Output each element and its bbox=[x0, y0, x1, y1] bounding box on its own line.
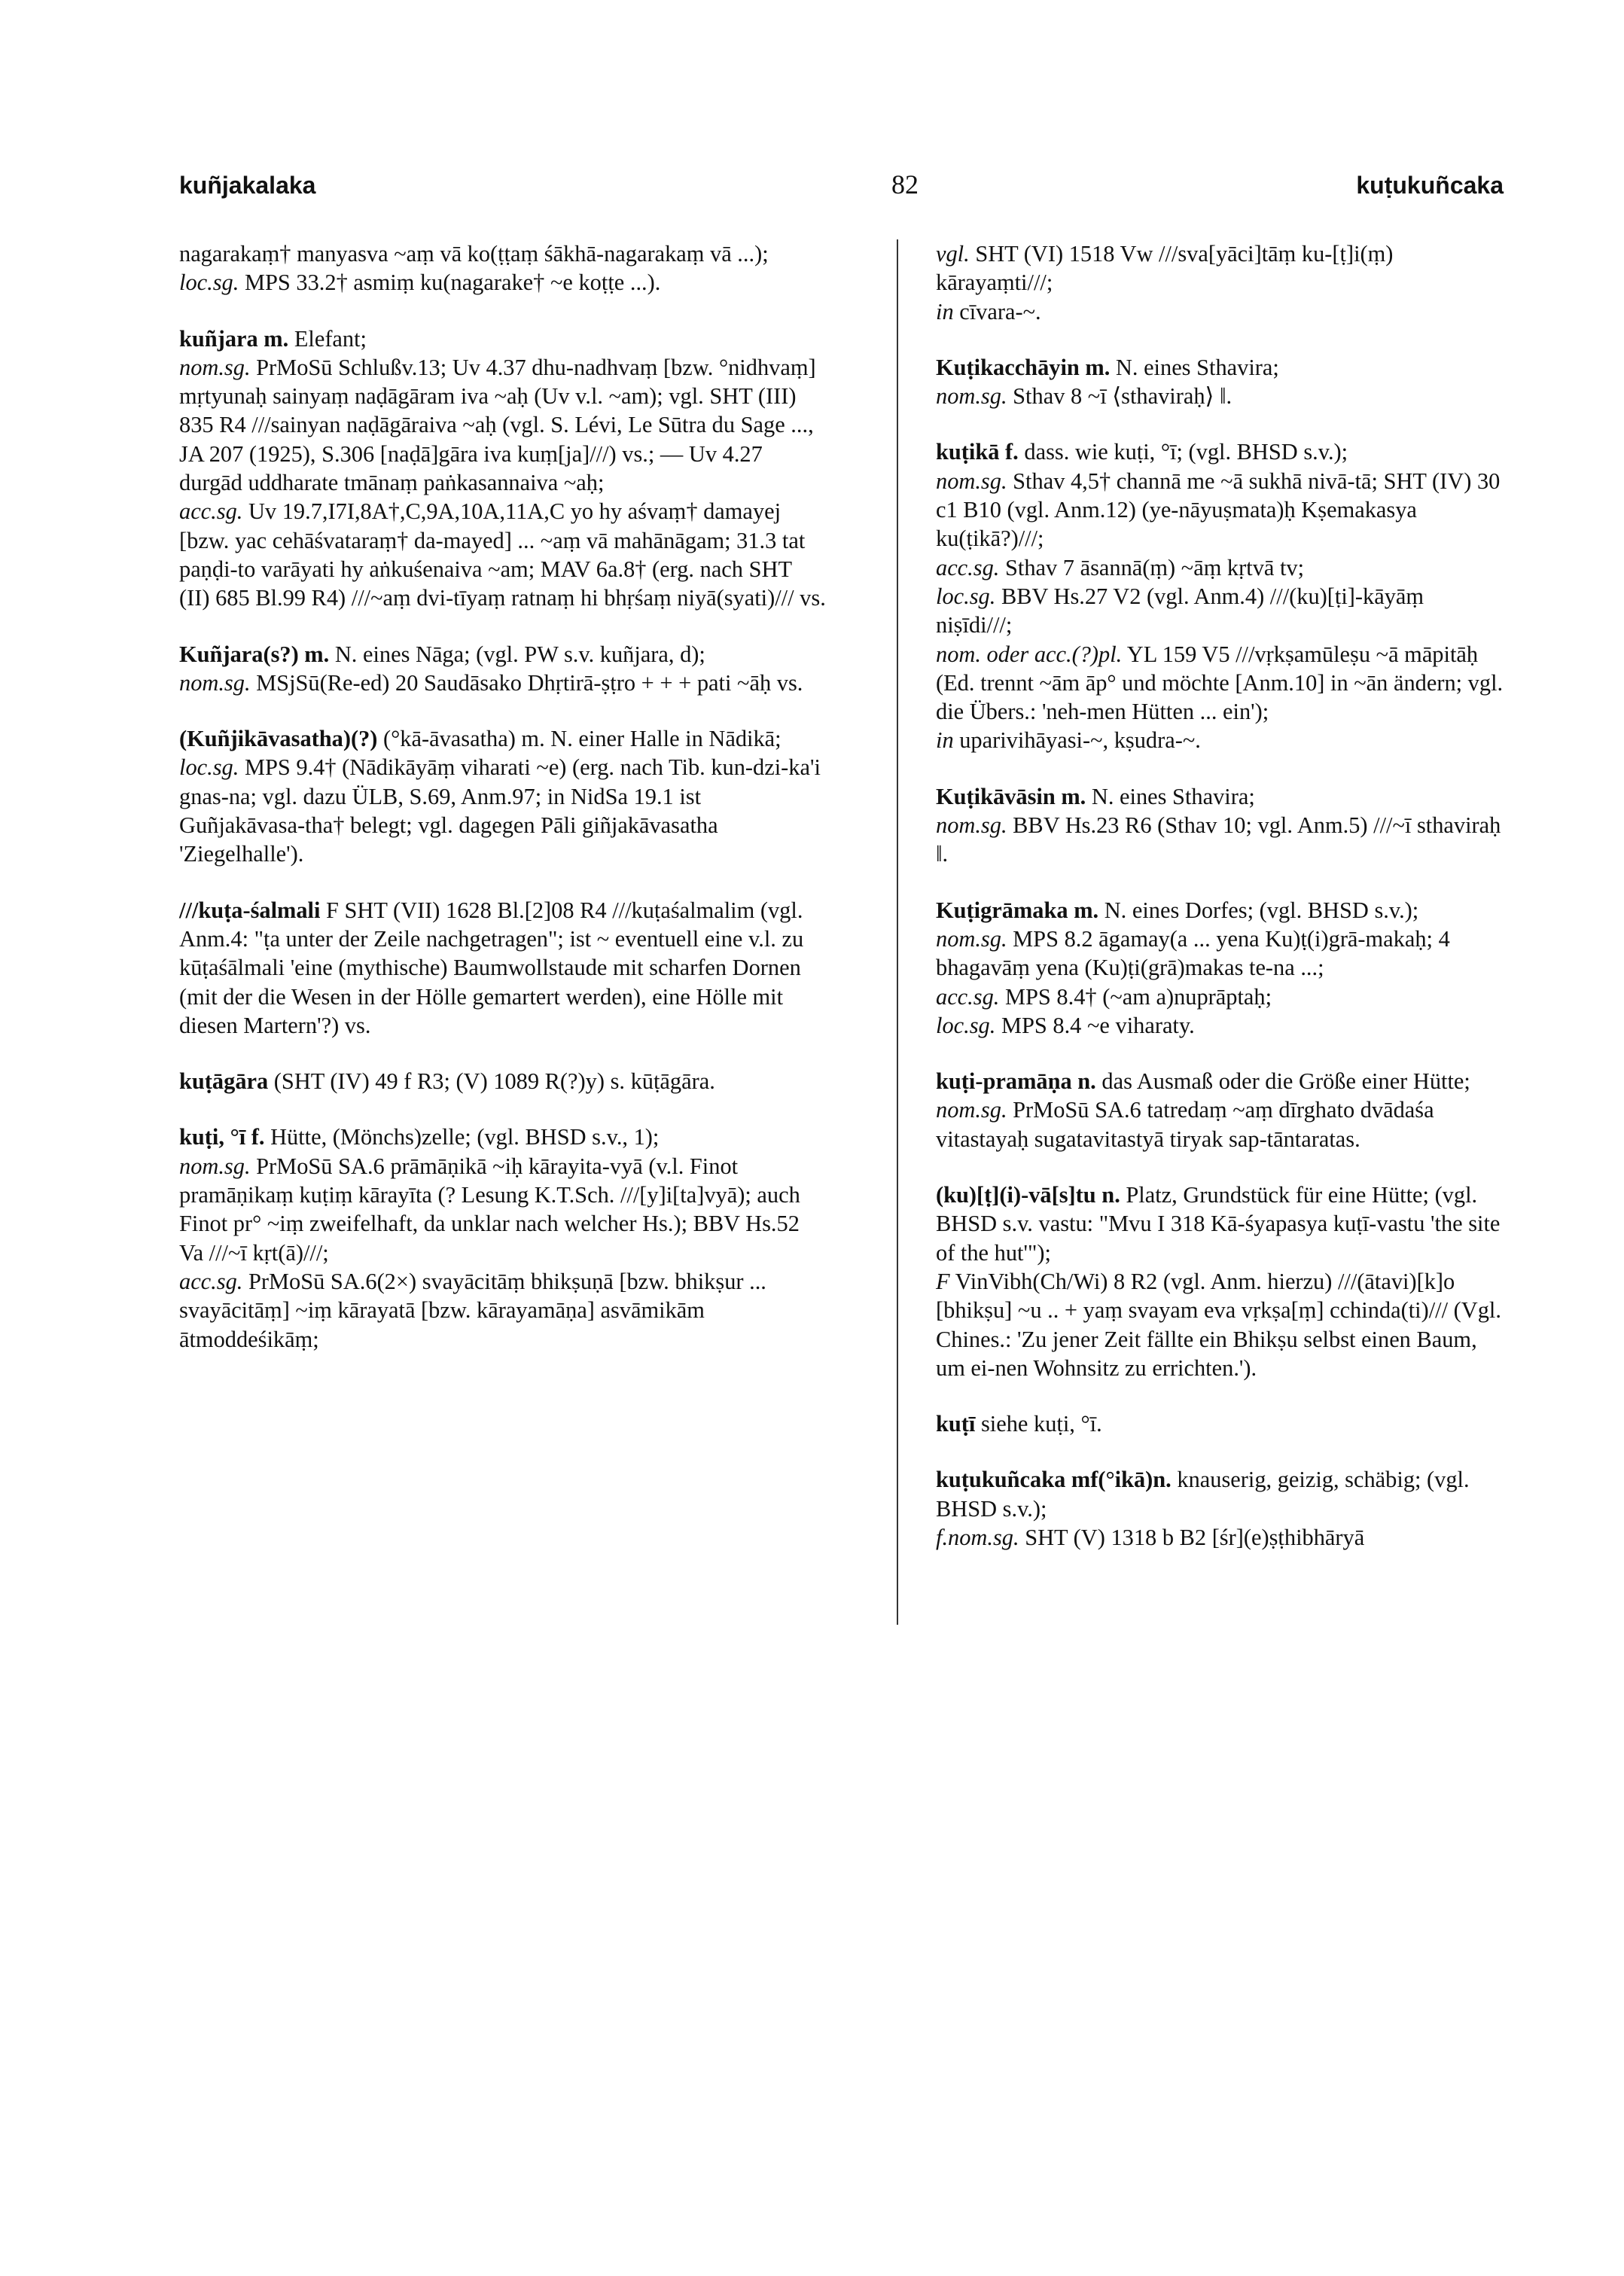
entry-lead: nom.sg. bbox=[179, 669, 251, 696]
entry-lead: F bbox=[936, 1268, 950, 1294]
entry-lead: kuṭī bbox=[936, 1411, 976, 1437]
entry-lead: loc.sg. bbox=[936, 1012, 996, 1038]
entry-paragraph bbox=[179, 1267, 827, 1354]
entry-paragraph bbox=[179, 268, 827, 297]
entry-paragraph bbox=[179, 724, 827, 753]
entry-paragraph bbox=[936, 896, 1504, 925]
entry-paragraph bbox=[936, 467, 1504, 553]
entry-text: Elefant; bbox=[288, 325, 367, 352]
entry-text: das Ausmaß oder die Größe einer Hütte; bbox=[1095, 1068, 1470, 1095]
entry-paragraph bbox=[936, 640, 1504, 727]
entry-paragraph bbox=[179, 896, 827, 1040]
entry-lead: kuṭikā f. bbox=[936, 439, 1019, 465]
entry-paragraph bbox=[936, 297, 1504, 326]
entry-paragraph bbox=[936, 782, 1504, 811]
header-left-headword: kuñjakalaka bbox=[179, 172, 316, 199]
entry-text: MPS 8.2 āgamay(a ... yena Ku)ṭ(i)grā-makaḥ; 4 bhagavāṃ yena (Ku)ṭi(grā)makas te-na ...; bbox=[936, 925, 1450, 981]
entry-lead: loc.sg. bbox=[936, 583, 996, 609]
entry-lead: nom. oder acc.(?)pl. bbox=[936, 641, 1123, 667]
entry-lead: (Kuñjikāvasatha)(?) bbox=[179, 726, 378, 752]
entry-lead: Kuṭigrāmaka m. bbox=[936, 897, 1099, 923]
entry-text: MPS 8.4† (~am a)nuprāptaḥ; bbox=[999, 983, 1272, 1010]
entry-text: cīvara-~. bbox=[953, 298, 1041, 324]
entry-paragraph bbox=[936, 1409, 1504, 1438]
entry-paragraph bbox=[179, 1067, 827, 1095]
entry-lead: ///kuṭa-śalmali bbox=[179, 897, 321, 923]
entry-paragraph bbox=[936, 1181, 1504, 1267]
entry-paragraph bbox=[936, 353, 1504, 382]
entry-paragraph bbox=[179, 353, 827, 497]
entry-paragraph bbox=[936, 925, 1504, 983]
entry-lead: f.nom.sg. bbox=[936, 1524, 1019, 1550]
entry-lead: (ku)[ṭ](i)-vā[s]tu n. bbox=[936, 1182, 1120, 1208]
entry-paragraph bbox=[179, 669, 827, 697]
left-column bbox=[179, 239, 827, 1354]
entry-paragraph bbox=[936, 382, 1504, 410]
entry-lead: in bbox=[936, 298, 954, 324]
entry-paragraph bbox=[936, 726, 1504, 754]
entry-paragraph bbox=[936, 437, 1504, 466]
entry-lead: nom.sg. bbox=[936, 1097, 1007, 1123]
entry-text: PrMoSū SA.6 tatredaṃ ~aṃ dīrghato dvādaśa vitastayaḥ sugatavitastyā tiryak sap-tāntaratas. bbox=[936, 1097, 1434, 1152]
entry-lead: Kuṭikacchāyin m. bbox=[936, 354, 1111, 380]
entry-text: nagarakaṃ† manyasva ~aṃ vā ko(ṭṭaṃ śākhā-nagarakaṃ vā ...); bbox=[179, 241, 769, 267]
entry-text: MPS 9.4† (Nādikāyāṃ viharati ~e) (erg. nach Tib. kun-dzi-ka'i gnas-na; vgl. dazu ÜLB, S.69, Anm.97; in NidSa 19.1 ist Guñjakāvasa-tha† belegt; vgl. dagegen Pāli giñjakāvasatha 'Ziegelhalle'). bbox=[179, 754, 821, 867]
entry-text: Sthav 4,5† channā me ~ā sukhā nivā-tā; SHT (IV) 30 c1 B10 (vgl. Anm.12) (ye-nāyuṣmata)ḥ Kṣemakasya ku(ṭikā?)///; bbox=[936, 468, 1501, 552]
entry-text: dass. wie kuṭi, °ī; (vgl. BHSD s.v.); bbox=[1018, 439, 1348, 465]
entry-lead: kuṭukuñcaka mf(°ikā)n. bbox=[936, 1467, 1172, 1493]
entry-paragraph bbox=[179, 497, 827, 612]
entry-text: Hütte, (Mönchs)zelle; (vgl. BHSD s.v., 1); bbox=[264, 1124, 660, 1150]
entry-paragraph bbox=[179, 1152, 827, 1267]
entry-paragraph bbox=[936, 1067, 1504, 1095]
entry-paragraph bbox=[936, 553, 1504, 582]
entry-text: F SHT (VII) 1628 Bl.[2]08 R4 ///kuṭaśalmalim (vgl. Anm.4: "ṭa unter der Zeile nachgetragen"; ist ~ eventuell eine v.l. zu kūṭaśālmali 'eine (mythische) Baumwollstaude mit scharfen Dornen (mit der die Wesen in der Hölle gemartert werden), eine Hölle mit diesen Martern'?) vs. bbox=[179, 897, 804, 1038]
entry-paragraph bbox=[179, 324, 827, 353]
entry-text: Sthav 7 āsannā(ṃ) ~āṃ kṛtvā tv; bbox=[999, 554, 1305, 580]
column-divider bbox=[897, 239, 898, 1625]
entry-lead: nom.sg. bbox=[936, 925, 1007, 952]
entry-lead: acc.sg. bbox=[179, 1268, 243, 1294]
entry-text: PrMoSū SA.6(2×) svayācitāṃ bhikṣuṇā [bzw. bhikṣur ... svayācitāṃ] ~iṃ kārayatā [bzw. kārayamāṇa] asvāmikām ātmoddeśikāṃ; bbox=[179, 1268, 766, 1352]
entry-text: uparivihāyasi-~, kṣudra-~. bbox=[953, 727, 1201, 754]
entry-lead: nom.sg. bbox=[936, 468, 1007, 494]
entry-lead: kuṭi, °ī f. bbox=[179, 1124, 265, 1150]
entry-paragraph bbox=[936, 983, 1504, 1011]
entry-paragraph bbox=[936, 1011, 1504, 1040]
entry-text: Uv 19.7,I7I,8A†,C,9A,10A,11A,C yo hy aśvaṃ† damayej [bzw. yac cehāśvataraṃ† da-mayed] ... ~aṃ vā mahānāgam; 31.3 tat paṇḍi-to varāyati hy aṅkuśenaiva ~am; MAV 6a.8† (erg. nach SHT (II) 685 Bl.99 R4) ///~aṃ dvi-tīyaṃ ratnaṃ hi bhṛśaṃ niyā(syati)/// vs. bbox=[179, 498, 826, 611]
entry-text: PrMoSū SA.6 prāmāṇikā ~iḥ kārayita-vyā (v.l. Finot pramāṇikaṃ kuṭiṃ kārayīta (? Lesung K.T.Sch. ///[y]i[ta]vyā); auch Finot pr° ~iṃ zweifelhaft, da unklar nach welcher Hs.); BBV Hs.52 Va ///~ī kṛt(ā)///; bbox=[179, 1153, 800, 1266]
entry-paragraph bbox=[936, 1523, 1504, 1552]
header-right-headword: kuṭukuñcaka bbox=[1356, 172, 1504, 199]
entry-paragraph bbox=[179, 239, 827, 268]
entry-text: YL 159 V5 ///vṛkṣamūleṣu ~ā māpitāḥ (Ed. trennt ~ām āp° und möchte [Anm.10] in ~ān ändern; vgl. die Übers.: 'neh-men Hütten ... ein'); bbox=[936, 641, 1504, 725]
entry-paragraph bbox=[936, 1095, 1504, 1153]
page-number: 82 bbox=[891, 169, 919, 200]
entry-text: VinVibh(Ch/Wi) 8 R2 (vgl. Anm. hierzu) ///(ātavi)[k]o [bhikṣu] ~u .. + yaṃ svayam eva vṛkṣa[ṃ] cchinda(ti)/// (Vgl. Chines.: 'Zu jener Zeit fällte ein Bhikṣu selbst einen Baum, um ei-nen Wohnsitz zu errichten.'). bbox=[936, 1268, 1501, 1381]
entry-text: siehe kuṭi, °ī. bbox=[975, 1411, 1102, 1437]
entry-text: N. eines Dorfes; (vgl. BHSD s.v.); bbox=[1098, 897, 1419, 923]
entry-lead: nom.sg. bbox=[179, 1153, 251, 1179]
entry-lead: Kuṭikāvāsin m. bbox=[936, 783, 1086, 809]
entry-text: BBV Hs.23 R6 (Sthav 10; vgl. Anm.5) ///~ī sthaviraḥ ‖. bbox=[936, 812, 1501, 867]
entry-lead: Kuñjara(s?) m. bbox=[179, 641, 330, 667]
entry-text: Sthav 8 ~ī ⟨sthaviraḥ⟩ ‖. bbox=[1007, 383, 1232, 410]
entry-text: N. eines Sthavira; bbox=[1110, 354, 1279, 380]
entry-text: BBV Hs.27 V2 (vgl. Anm.4) ///(ku)[ṭi]-kāyāṃ niṣīdi///; bbox=[936, 583, 1424, 638]
right-column bbox=[936, 239, 1504, 1552]
entry-lead: nom.sg. bbox=[936, 383, 1007, 410]
entry-paragraph bbox=[936, 239, 1504, 297]
entry-paragraph bbox=[936, 1465, 1504, 1523]
entry-lead: nom.sg. bbox=[936, 812, 1007, 839]
entry-text: N. eines Nāga; (vgl. PW s.v. kuñjara, d); bbox=[329, 641, 705, 667]
entry-lead: nom.sg. bbox=[179, 354, 251, 380]
entry-text: MPS 8.4 ~e viharaty. bbox=[995, 1012, 1195, 1038]
entry-text: knauserig, geizig, schäbig; (vgl. BHSD s.v.); bbox=[936, 1467, 1470, 1522]
running-header bbox=[0, 169, 1624, 209]
entry-lead: kuṭi-pramāṇa n. bbox=[936, 1068, 1096, 1095]
entry-paragraph bbox=[936, 582, 1504, 640]
entry-text: MSjSū(Re-ed) 20 Saudāsako Dhṛtirā-ṣṭro + + + pati ~āḥ vs. bbox=[250, 669, 803, 696]
entry-text: SHT (VI) 1518 Vw ///sva[yāci]tāṃ ku-[ṭ]i(ṃ) kārayaṃti///; bbox=[936, 241, 1394, 296]
entry-text: PrMoSū Schlußv.13; Uv 4.37 dhu-nadhvaṃ [bzw. °nidhvaṃ] mṛtyunaḥ sainyaṃ naḍāgāram iva ~aḥ (Uv v.l. ~am); vgl. SHT (III) 835 R4 ///sainyan naḍāgāraiva ~aḥ (vgl. S. Lévi, Le Sūtra du Sage ..., JA 207 (1925), S.306 [naḍā]gāra iva kuṃ[ja]///) vs.; — Uv 4.27 durgād uddharate tmānaṃ paṅkasannaiva ~aḥ; bbox=[179, 354, 816, 496]
entry-lead: acc.sg. bbox=[936, 983, 1000, 1010]
entry-text: (°kā-āvasatha) m. N. einer Halle in Nādikā; bbox=[377, 726, 782, 752]
entry-lead: acc.sg. bbox=[936, 554, 1000, 580]
entry-paragraph bbox=[936, 1267, 1504, 1382]
entry-lead: kuṭāgāra bbox=[179, 1068, 269, 1095]
entry-lead: vgl. bbox=[936, 241, 970, 267]
entry-paragraph bbox=[179, 753, 827, 868]
entry-paragraph bbox=[179, 1123, 827, 1151]
entry-text: N. eines Sthavira; bbox=[1086, 783, 1255, 809]
entry-text: MPS 33.2† asmiṃ ku(nagarake† ~e koṭṭe ...). bbox=[239, 270, 661, 296]
entry-lead: acc.sg. bbox=[179, 498, 243, 525]
entry-paragraph bbox=[936, 811, 1504, 869]
entry-paragraph bbox=[179, 640, 827, 669]
entry-lead: kuñjara m. bbox=[179, 325, 289, 352]
entry-text: SHT (V) 1318 b B2 [śr](e)ṣṭhibhāryā bbox=[1019, 1524, 1365, 1550]
entry-lead: loc.sg. bbox=[179, 754, 239, 781]
entry-text: (SHT (IV) 49 f R3; (V) 1089 R(?)y) s. kūṭāgāra. bbox=[268, 1068, 715, 1095]
entry-lead: in bbox=[936, 727, 954, 754]
entry-lead: loc.sg. bbox=[179, 270, 239, 296]
entry-text: Platz, Grundstück für eine Hütte; (vgl. BHSD s.v. vastu: "Mvu I 318 Kā-śyapasya kuṭī-vastu 'the site of the hut'"); bbox=[936, 1182, 1501, 1266]
